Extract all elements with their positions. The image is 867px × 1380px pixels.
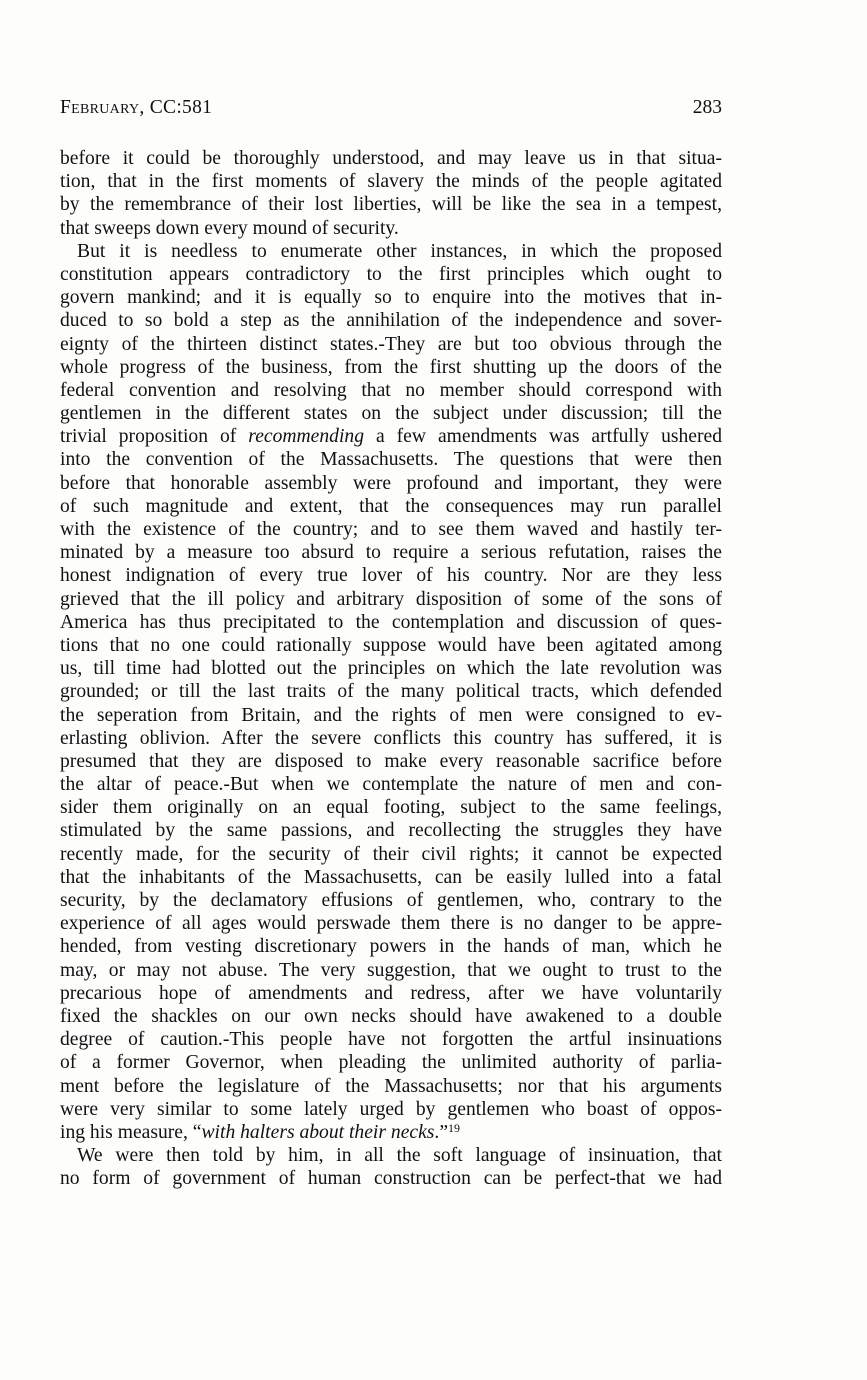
text-line: America has thus precipitated to the contemplation and discussion of ques- <box>60 611 722 633</box>
text-line: the altar of peace.-But when we contemplate the nature of men and con- <box>60 774 722 796</box>
text-line: tions that no one could rationally suppose would have been agitated among <box>60 634 722 656</box>
text-line: eignty of the thirteen distinct states.-They are but too obvious through the <box>60 333 722 355</box>
text-line: hended, from vesting discretionary powers in the hands of man, which he <box>60 936 722 958</box>
text-line: presumed that they are disposed to make every reasonable sacrifice before <box>60 750 722 772</box>
text-line: before it could be thoroughly understood, and may leave us in that situa- <box>60 148 722 169</box>
text-line: with the existence of the country; and to see them waved and hastily ter- <box>60 519 722 540</box>
italic-text: recommending <box>248 426 365 448</box>
text-line: into the convention of the Massachusetts. The questions that were then <box>60 449 722 471</box>
text-line: gentlemen in the different states on the subject under discussion; till the <box>60 403 722 425</box>
italic-quotation: with halters about their necks <box>201 1121 435 1143</box>
text-line: us, till time had blotted out the principles on which the late revolution was <box>60 658 722 680</box>
text-line: stimulated by the same passions, and recollecting the struggles they have <box>60 820 722 842</box>
text-line: security, by the declamatory effusions of gentlemen, who, contrary to the <box>60 890 722 911</box>
text-line: erlasting oblivion. After the severe conflicts this country has suffered, it is <box>60 727 722 749</box>
text-line: grieved that the ill policy and arbitrary disposition of some of the sons of <box>60 588 722 610</box>
running-header <box>60 97 722 125</box>
text-line: before that honorable assembly were profound and important, they were <box>60 472 722 494</box>
running-head-title: February, CC:581 <box>60 97 213 118</box>
text-line <box>60 1121 722 1144</box>
paragraph-first-line: We were then told by him, in all the soft language of insinuation, that <box>77 1145 722 1167</box>
text-line: by the remembrance of their lost liberties, will be like the sea in a tempest, <box>60 194 722 216</box>
text-line: grounded; or till the last traits of the many political tracts, which defended <box>60 681 722 703</box>
text-line: precarious hope of amendments and redress, after we have voluntarily <box>60 982 722 1004</box>
text-line: experience of all ages would perswade them there is no danger to be appre- <box>60 913 722 935</box>
text-line: constitution appears contradictory to the first principles which ought to <box>60 263 722 285</box>
text-line: that sweeps down every mound of security. <box>60 217 399 239</box>
text-run: trivial proposition of <box>60 426 249 448</box>
text-line: whole progress of the business, from the first shutting up the doors of the <box>60 356 722 378</box>
text-line <box>60 425 722 448</box>
text-line: tion, that in the first moments of slavery the minds of the people agitated <box>60 171 722 193</box>
text-line: of such magnitude and extent, that the consequences may run parallel <box>60 495 722 517</box>
text-line: ment before the legislature of the Massachusetts; nor that his arguments <box>60 1075 722 1097</box>
text-line: that the inhabitants of the Massachusetts, can be easily lulled into a fatal <box>60 866 722 888</box>
text-line: fixed the shackles on our own necks should have awakened to a double <box>60 1005 722 1027</box>
text-run: a few amendments was artfully ushered <box>364 426 722 448</box>
text-line: may, or may not abuse. The very suggestion, that we ought to trust to the <box>60 959 722 981</box>
text-run: ing his measure, “ <box>60 1121 202 1143</box>
text-line: of a former Governor, when pleading the unlimited authority of parlia- <box>60 1052 722 1074</box>
text-line: the seperation from Britain, and the rights of men were consigned to ev- <box>60 704 722 726</box>
text-line: recently made, for the security of their civil rights; it cannot be expected <box>60 843 722 865</box>
text-line: honest indignation of every true lover of his country. Nor are they less <box>60 565 722 587</box>
text-line: federal convention and resolving that no member should correspond with <box>60 379 722 401</box>
page-number: 283 <box>692 97 722 118</box>
text-line: duced to so bold a step as the annihilation of the independence and sover- <box>60 310 722 332</box>
text-line: were very similar to some lately urged by gentlemen who boast of oppos- <box>60 1098 722 1120</box>
text-line: govern mankind; and it is equally so to enquire into the motives that in- <box>60 287 722 309</box>
text-line: minated by a measure too absurd to require a serious refutation, raises the <box>60 542 722 564</box>
text-line: degree of caution.-This people have not forgotten the artful insinuations <box>60 1029 722 1051</box>
text-line: no form of government of human construction can be perfect-that we had <box>60 1168 722 1190</box>
footnote-marker: 19 <box>448 1120 461 1135</box>
body-text <box>60 147 722 1190</box>
text-line: sider them originally on an equal footing, subject to the same feelings, <box>60 797 722 819</box>
text-run: .” <box>434 1121 449 1143</box>
paragraph-first-line: But it is needless to enumerate other instances, in which the proposed <box>77 240 722 262</box>
